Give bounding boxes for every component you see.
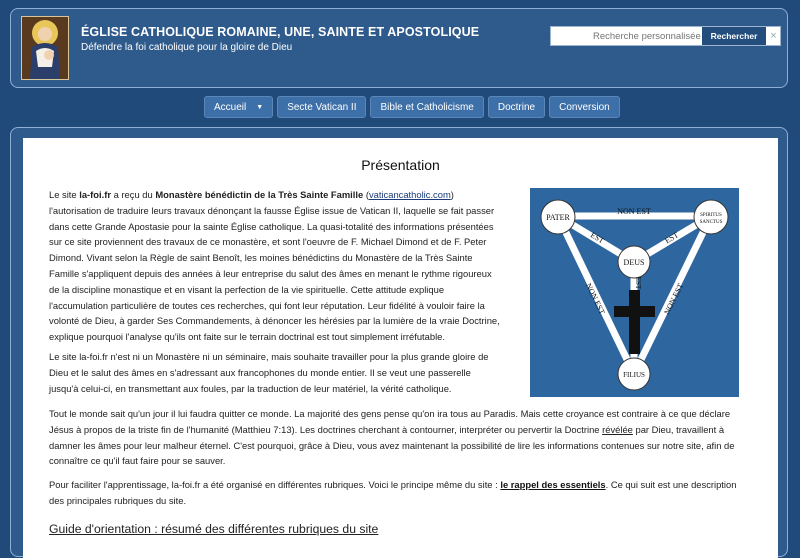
page-title: Présentation [361,157,440,173]
trinity-shield-image [530,188,739,397]
p1-text-a: Le site [49,189,80,200]
site-header [10,8,788,88]
main-content [23,138,778,558]
vaticancatholic-link[interactable]: vaticancatholic.com [368,189,451,200]
p3-text-b: par Dieu, travaillent à damner les âmes pour leur malheur éternel. C'est pourquoi, grâce à Dieu, vous avez maintenant la possibilité de lire les informations contenues sur notre site, afin de connaître ce qu'il faut faire pour se sauver. [49,423,735,467]
trinity-non-est-right: NON EST [662,281,686,316]
nav-doctrine-label: Doctrine [497,101,536,113]
nav-secte-label: Secte Vatican II [287,101,357,113]
p4-text-a: Pour faciliter l'apprentissage, la-foi.fr a été organisé en différentes rubriques. Voici le principe même du site : [49,479,501,490]
salvation-paragraph [49,406,754,469]
essentiels-link[interactable]: le rappel des essentiels [500,479,606,490]
caret-down-icon: ▼ [256,103,264,111]
intro-paragraph [49,187,501,345]
nav-conversion-label: Conversion [559,101,610,113]
trinity-est-right: EST [663,230,681,246]
trinity-spiritus: SPIRITUS [700,213,722,218]
nav-accueil-label: Accueil [214,101,247,113]
nav-bible-catholicisme[interactable] [370,96,483,118]
monastery-name: Monastère bénédictin de la Très Sainte Famille [155,189,364,200]
search-box [550,26,781,46]
madonna-logo[interactable] [21,16,69,80]
trinity-sanctus: SANCTUS [699,220,723,225]
guide-heading[interactable]: Guide d'orientation : résumé des différentes rubriques du site [49,522,379,536]
trinity-deus: DEUS [623,258,645,267]
trinity-filius: FILIUS [623,371,645,379]
trinity-non-est-top: NON EST [617,207,651,216]
p1-text-c: ( [363,189,369,200]
nav-bible-label: Bible et Catholicisme [380,101,474,113]
p1-text-b: a reçu du [111,189,156,200]
nav-doctrine[interactable] [488,96,545,118]
nav-secte-vatican-ii[interactable] [277,96,366,118]
main-nav [204,96,624,118]
organization-paragraph [49,477,754,509]
p1-text-d: ) l'autorisation de traduire leurs travaux dénonçant la fausse Église issue de Vatican II, laquelle se fait passer dans cette Grande Apostasie pour la sainte Église catholique. La quasi-totalité des informations présentées sur ce site proviennent des travaux de ce monastère, et sont l'oeuvre de F. Michael Dimond et de F. Peter Dimond. Vivant selon la Règle de saint Benoît, les moines bénédictins du Monastère de la Très Sainte Famille s'appliquent depuis des années à leur entreprise du salut des âmes en menant le rythme rigoureux de la discipline monastique et en visant la perfection de la vie spirituelle. Cette attitude explique l'accumulation particulière de toutes ces recherches, qui font leur réputation. Leur fidélité à vouloir faire la volonté de Dieu, à garder Ses Commandements, à dénoncer les hérésies par la lumière de la vraie Doctrine, explique pourquoi l'analyse qu'ils ont faite sur le terrain doctrinal est tout simplement irréfutable. [49,189,500,343]
search-input[interactable] [551,27,701,45]
trinity-est-left: EST [588,230,606,246]
trinity-non-est-left: NON EST [583,281,607,316]
search-button[interactable]: Rechercher [702,27,766,45]
nav-accueil[interactable] [204,96,273,118]
mission-paragraph: Le site la-foi.fr n'est ni un Monastère ni un séminaire, mais souhaite travailler pour la plus grande gloire de Dieu et le salut des âmes en s'adressant aux francophones du monde entier. Il se veut une passerelle jusqu'à celui-ci, en transmettant aux foules, par la traduction de leur matériel, la vérité catholique. [49,351,489,394]
p4-text-b: . Ce qui suit est une description des principales rubriques du site. [49,479,737,506]
site-subtitle: Défendre la foi catholique pour la gloire de Dieu [81,42,293,53]
madonna-icon [22,17,68,79]
trinity-pater: PATER [546,213,570,222]
trinity-shield-icon [530,188,739,397]
p3-text-a: Tout le monde sait qu'un jour il lui faudra quitter ce monde. La majorité des gens pense qu'on ira tous au Paradis. Mais cette croyance est contraire à ce que déclare Jésus à propos de la triste fin de l'humanité (Matthieu 7:13). Les doctrines cherchant à contourner, interpréter ou pervertir la Doctrine [49,408,731,435]
site-name: la-foi.fr [79,189,112,200]
site-title[interactable]: ÉGLISE CATHOLIQUE ROMAINE, UNE, SAINTE ET APOSTOLIQUE [81,25,480,39]
trinity-est-center: EST [634,276,642,290]
revelee-link[interactable]: révélée [602,423,633,435]
clear-icon[interactable]: × [770,30,777,42]
nav-conversion[interactable] [549,96,620,118]
